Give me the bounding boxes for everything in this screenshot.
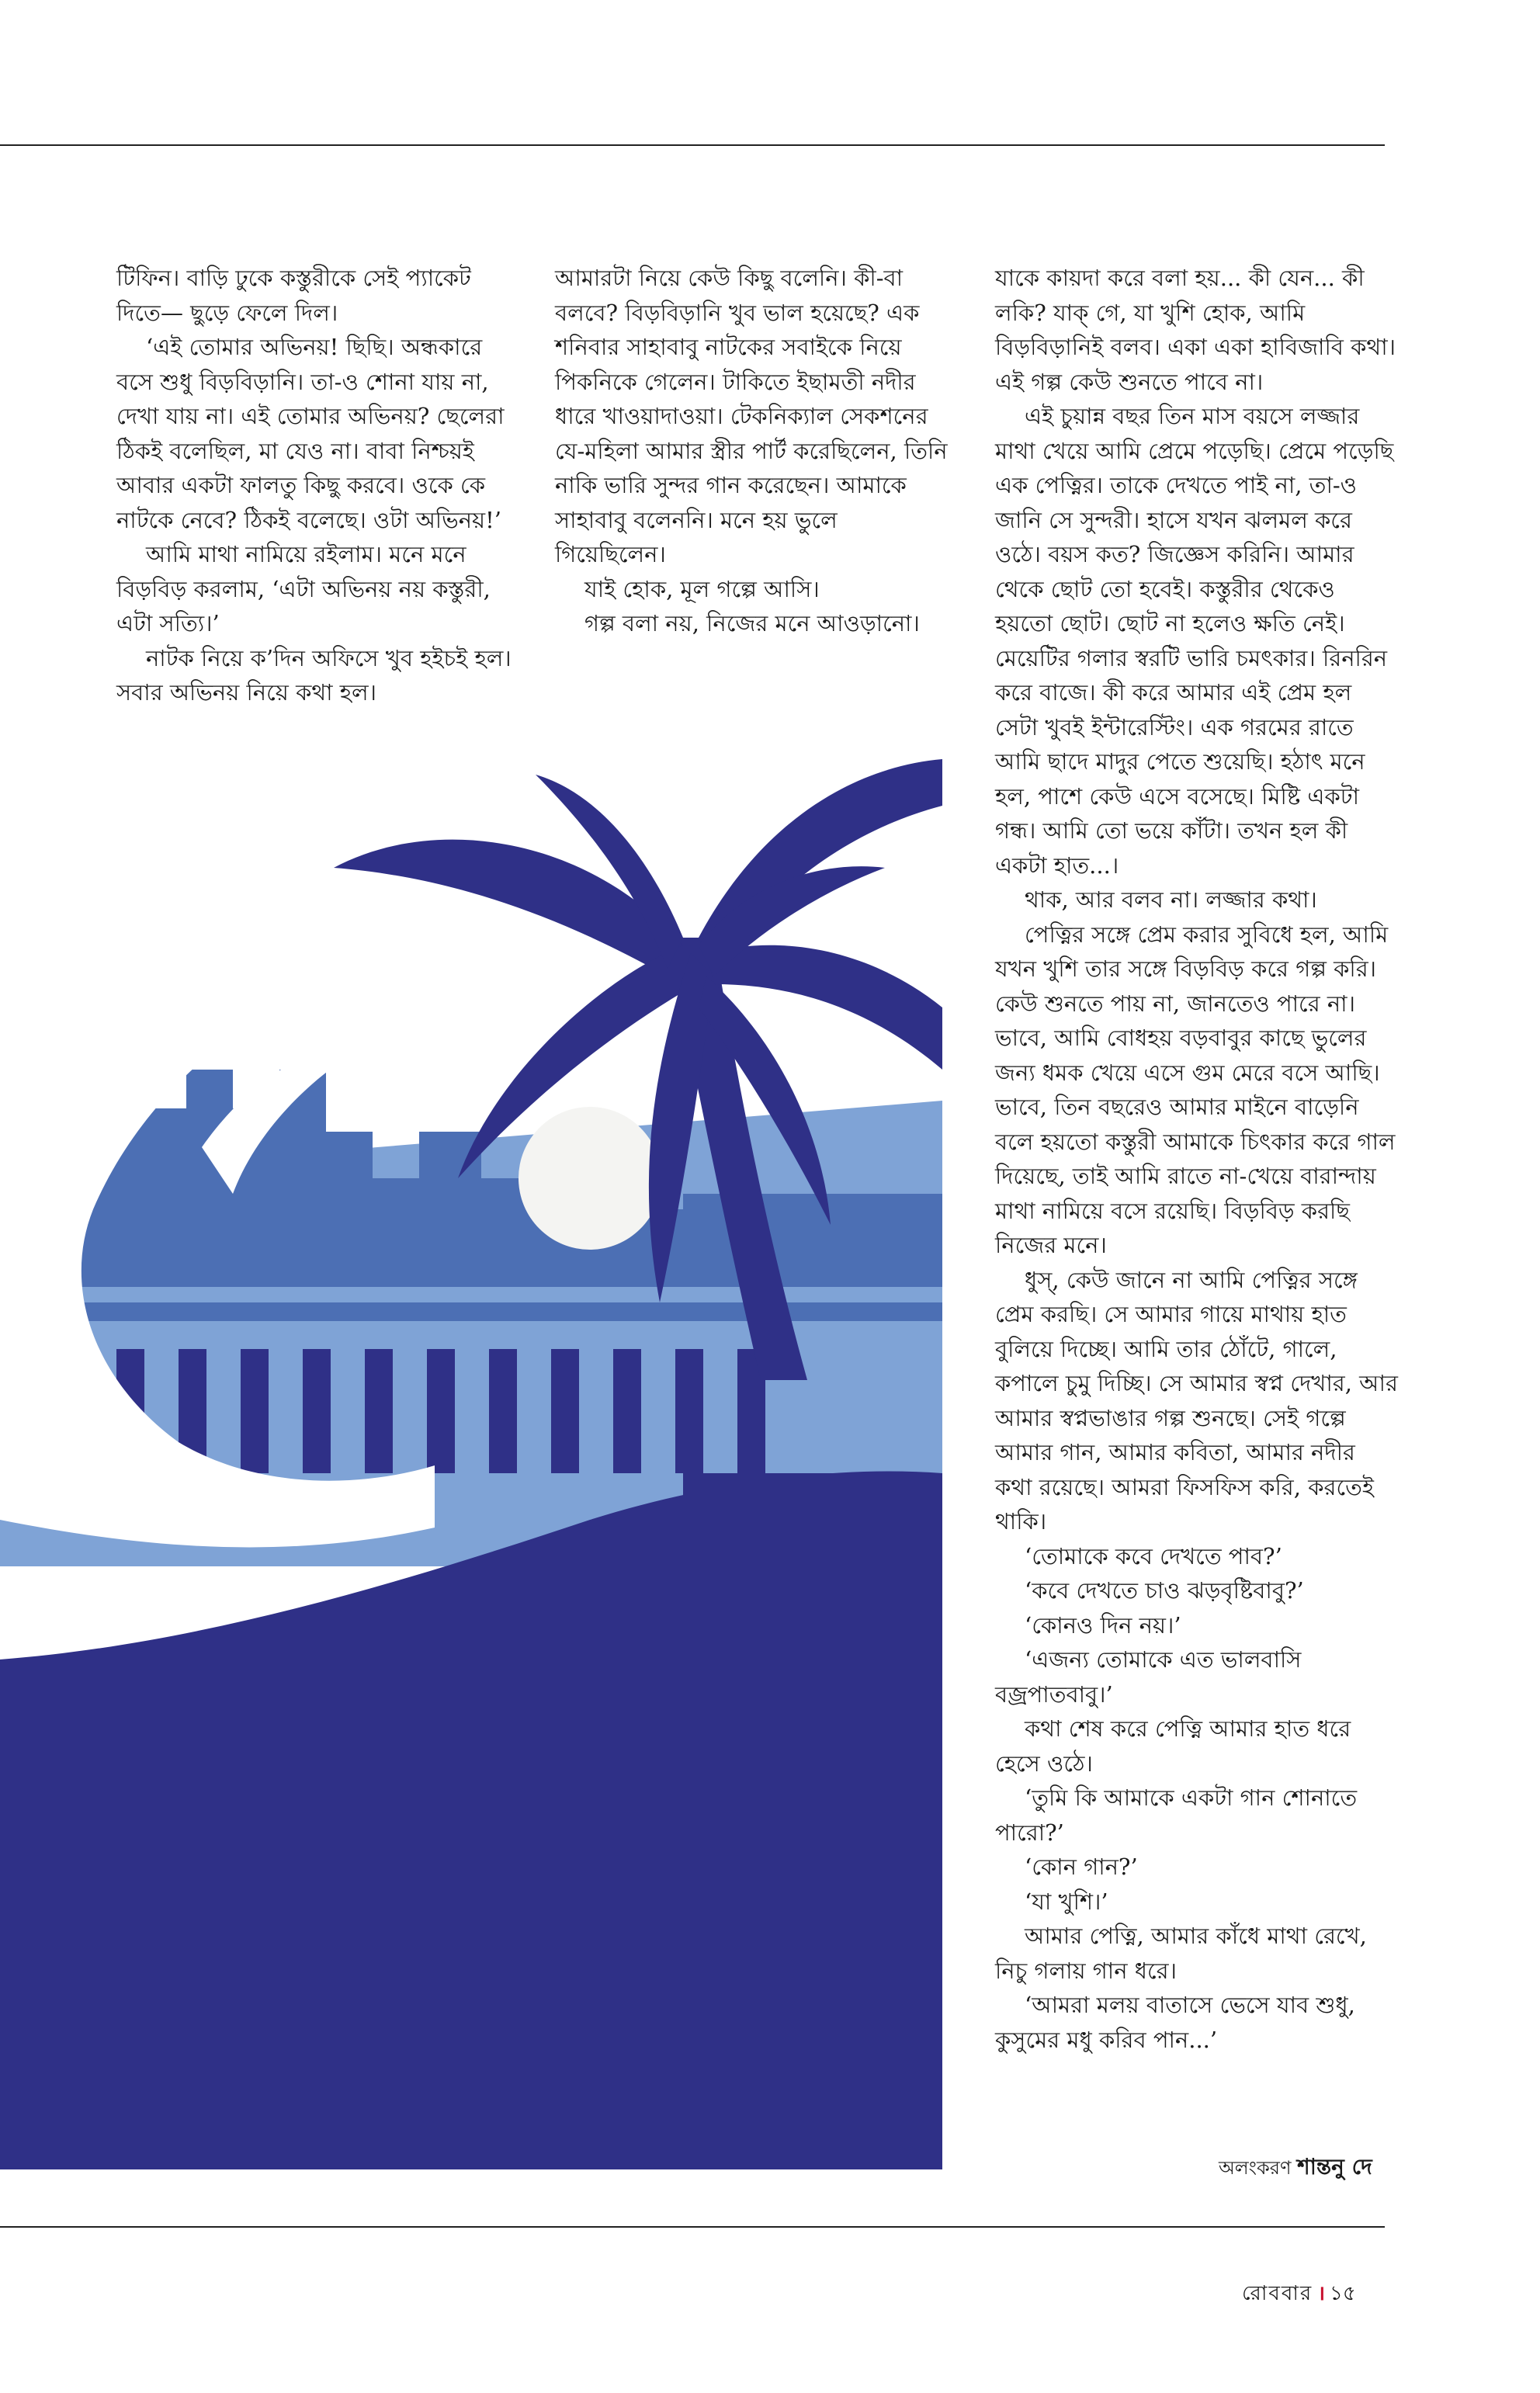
building-roof-line — [0, 1302, 942, 1321]
dialogue-line: ‘কবে দেখতে চাও ঝড়বৃষ্টিবাবু?’ — [1025, 1577, 1304, 1604]
illustration-credit — [1219, 2150, 1372, 2187]
paragraph: ধুস্, কেউ জানে না আমি পেত্নির সঙ্গে প্রেম করছি। সে আমার গায়ে মাথায় হাত বুলিয়ে দিচ্ছে। আমি তার ঠোঁটে, গালে, কপালে চুমু দিচ্ছি। সে আমার স্বপ্ন দেখার, আর আমার স্বপ্নভাঙার গল্প শুনছে। সেই গল্পে আমার গান, আমার কবিতা, আমার নদীর কথা রয়েছে। আমরা ফিসফিস করি, করতেই থাকি। — [995, 1266, 1398, 1535]
page-footer — [1242, 2277, 1356, 2311]
dialogue-line: ‘তোমাকে কবে দেখতে পাব?’ — [1025, 1542, 1282, 1569]
dialogue-line: ‘কোন গান?’ — [1025, 1854, 1138, 1880]
dialogue-line: ‘তুমি কি আমাকে একটা গান শোনাতে পারো?’ — [995, 1784, 1358, 1846]
paragraph: পেত্নির সঙ্গে প্রেম করার সুবিধে হল, আমি যখন খুশি তার সঙ্গে বিড়বিড় করে গল্প করি। কেউ শুনতে পায় না, জানতেও পারে না। ভাবে, আমি বোধহয় বড়বাবুর কাছে ভুলের জন্য ধমক খেয়ে এসে গুম মেরে বসে আছি। ভাবে, তিন বছরেও আমার মাইনে বাড়েনি বলে হয়তো কস্তুরী আমাকে চিৎকার করে গাল দিয়েছে, তাই আমি রাতে না-খেয়ে বারান্দায় মাথা নামিয়ে বসে রয়েছি। বিড়বিড় করছি নিজের মনে। — [995, 921, 1396, 1258]
top-rule — [0, 144, 1385, 146]
footer-separator: । — [1317, 2282, 1326, 2305]
song-line: ‘আমরা মলয় বাতাসে ভেসে যাব শুধু, কুসুমের মধু করিব পান...’ — [995, 1992, 1355, 2053]
paragraph: এই চুয়ান্ন বছর তিন মাস বয়সে লজ্জার মাথা খেয়ে আমি প্রেমে পড়েছি। প্রেমে পড়েছি এক পেত্নির। তাকে দেখতে পাই না, তা-ও জানি সে সুন্দরী। হাসে যখন ঝলমল করে ওঠে। বয়স কত? জিজ্ঞেস করিনি। আমার থেকে ছোট তো হবেই। কস্তুরীর থেকেও হয়তো ছোট। ছোট না হলেও ক্ষতি নেই। মেয়েটির গলার স্বরটি ভারি চমৎকার। রিনরিন করে বাজে। কী করে আমার এই প্রেম হল সেটা খুবই ইন্টারেস্টিং। এক গরমের রাতে আমি ছাদে মাদুর পেতে শুয়েছি। হঠাৎ মনে হল, পাশে কেউ এসে বসেছে। মিষ্টি একটা গন্ধ। আমি তো ভয়ে কাঁটা। তখন হল কী একটা হাত...। — [995, 403, 1394, 879]
dialogue-line: ‘কোনও দিন নয়।’ — [1025, 1611, 1181, 1639]
paragraph: থাক, আর বলব না। লজ্জার কথা। — [1025, 886, 1317, 913]
illustration-palm-moonlight — [0, 744, 942, 2169]
page-number: ১৫ — [1330, 2282, 1356, 2305]
paragraph: যাই হোক, মূল গল্পে আসি। — [584, 575, 820, 602]
credit-artist: শান্তনু দে — [1297, 2154, 1372, 2180]
paragraph: ‘এই তোমার অভিনয়! ছিছি। অন্ধকারে বসে শুধু বিড়বিড়ানি। তা-ও শোনা যায় না, দেখা যায় না। এই তোমার অভিনয়? ছেলেরা ঠিকই বলেছিল, মা যেও না। বাবা নিশ্চয়ই আবার একটা ফালতু কিছু করবে। ওকে কে নাটকে নেবে? ঠিকই বলেছে। ওটা অভিনয়!’ — [116, 334, 505, 533]
moon — [519, 1107, 661, 1250]
text-column-1 — [116, 261, 520, 710]
paragraph: আমার পেত্নি, আমার কাঁধে মাথা রেখে, নিচু গলায় গান ধরে। — [995, 1923, 1367, 1984]
paragraph: কথা শেষ করে পেত্নি আমার হাত ধরে হেসে ওঠে। — [995, 1715, 1351, 1777]
paragraph: আমারটা নিয়ে কেউ কিছু বলেনি। কী-বা বলবে? বিড়বিড়ানি খুব ভাল হয়েছে? এক শনিবার সাহাবাবু নাটকের সবাইকে নিয়ে পিকনিকে গেলেন। টাকিতে ইছামতী নদীর ধারে খাওয়াদাওয়া। টেকনিক্যাল সেকশনের যে-মহিলা আমার স্ত্রীর পার্ট করেছিলেন, তিনি নাকি ভারি সুন্দর গান করেছেন। আমাকে সাহাবাবু বলেননি। মনে হয় ভুলে গিয়েছিলেন। — [555, 265, 948, 567]
dialogue-line: ‘যা খুশি।’ — [1025, 1888, 1108, 1915]
text-column-2 — [555, 261, 951, 641]
magazine-name: রোববার — [1242, 2282, 1313, 2305]
paragraph: গল্প বলা নয়, নিজের মনে আওড়ানো। — [584, 610, 920, 636]
text-column-3 — [995, 261, 1399, 2057]
bottom-rule — [0, 2226, 1385, 2228]
dialogue-line: ‘এজন্য তোমাকে এত ভালবাসি বজ্রপাতবাবু।’ — [995, 1646, 1302, 1708]
credit-label: অলংকরণ — [1219, 2157, 1292, 2179]
paragraph: আমি মাথা নামিয়ে রইলাম। মনে মনে বিড়বিড় করলাম, ‘এটা অভিনয় নয় কস্তুরী, এটা সত্যি।’ — [116, 541, 491, 636]
paragraph: নাটক নিয়ে ক’দিন অফিসে খুব হইচই হল। সবার অভিনয় নিয়ে কথা হল। — [116, 644, 512, 706]
foreground-block — [683, 1473, 942, 2169]
paragraph: যাকে কায়দা করে বলা হয়... কী যেন... কী লকি? যাক্ গে, যা খুশি হোক, আমি বিড়বিড়ানিই বলব। একা একা হাবিজাবি কথা। এই গল্প কেউ শুনতে পাবে না। — [995, 265, 1396, 395]
paragraph: টিফিন। বাড়ি ঢুকে কস্তুরীকে সেই প্যাকেট দিতে— ছুড়ে ফেলে দিল। — [116, 265, 471, 326]
